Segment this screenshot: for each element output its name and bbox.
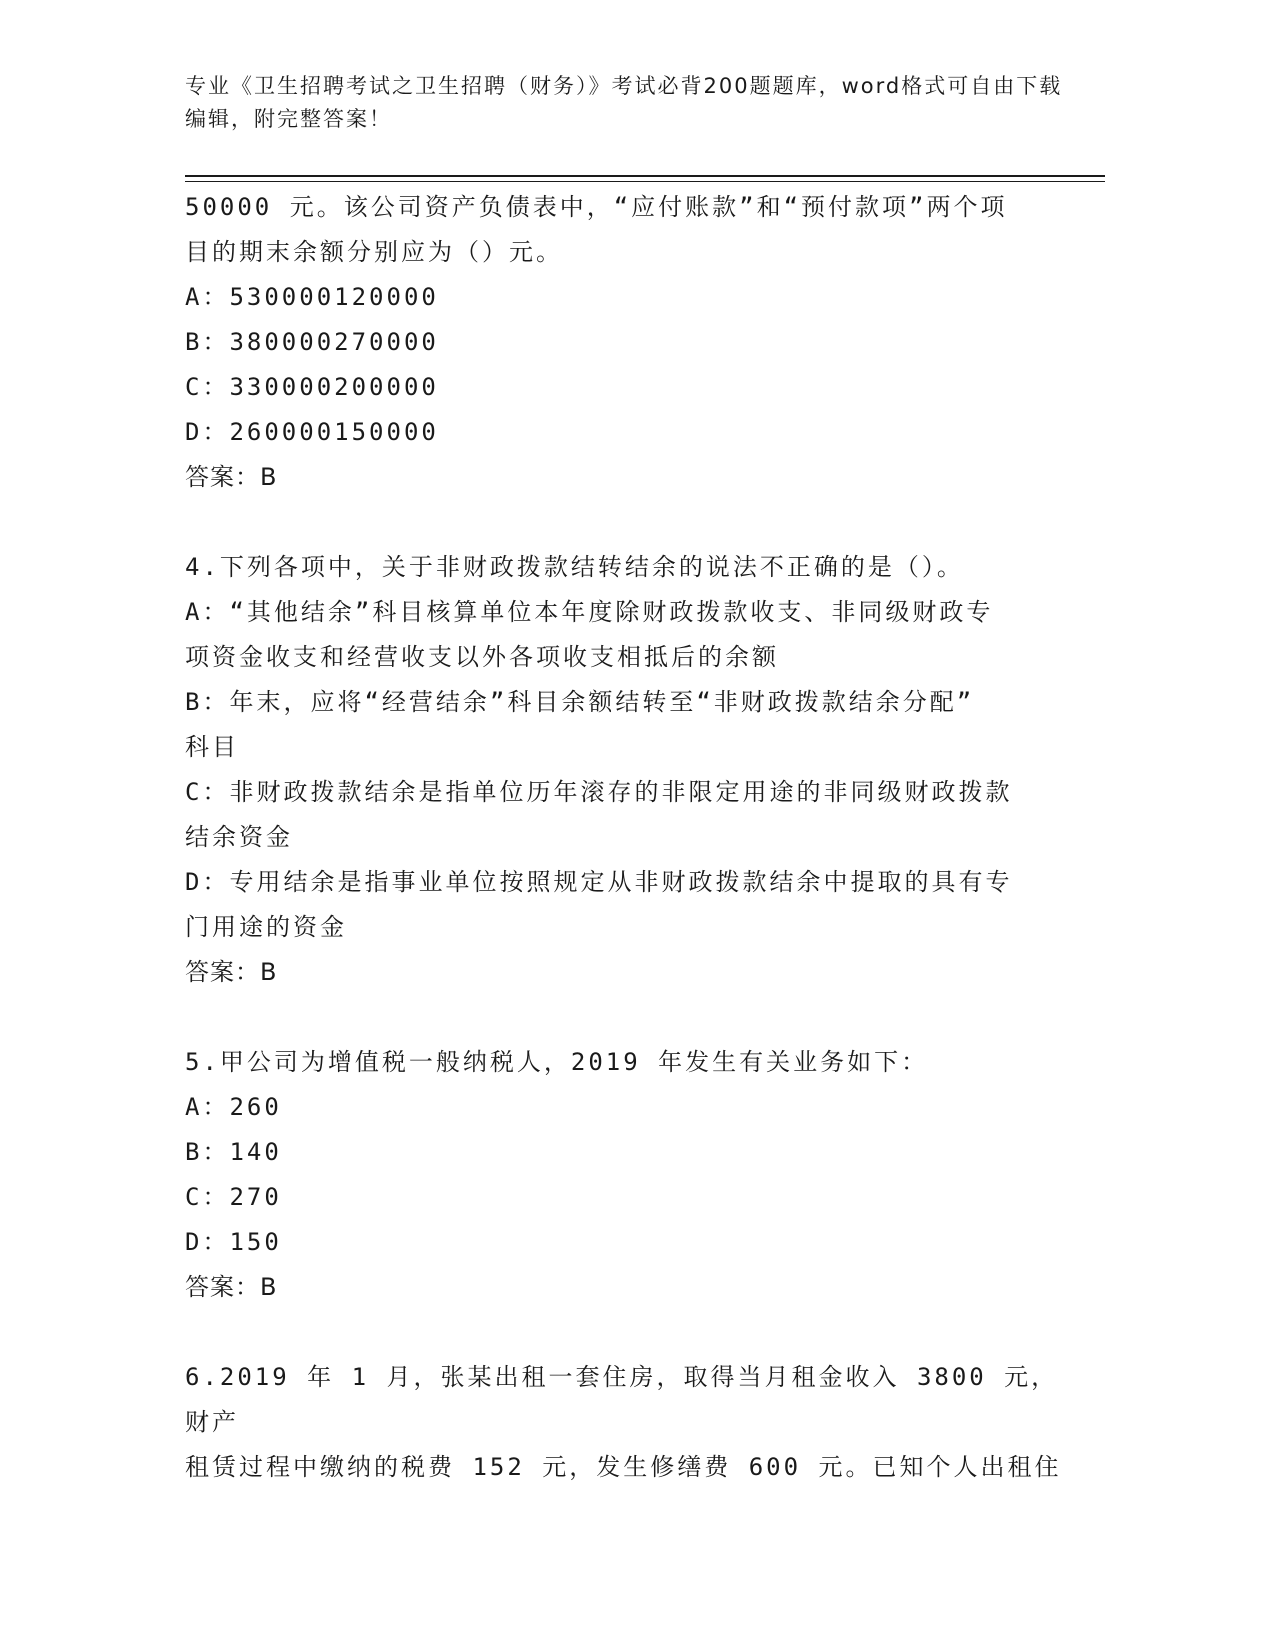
question-5-answer: 答案：B [185, 1273, 278, 1301]
question-4-answer: 答案：B [185, 958, 278, 986]
question-4-option-a-line-1: A：“其他结余”科目核算单位本年度除财政拨款收支、非同级财政专 [185, 598, 994, 626]
question-5-option-c: C：270 [185, 1183, 282, 1211]
question-3-option-d: D：260000150000 [185, 418, 439, 446]
question-4-option-b-line-1: B：年末，应将“经营结余”科目余额结转至“非财政拨款结余分配” [185, 688, 975, 716]
question-4-option-c-line-1: C：非财政拨款结余是指单位历年滚存的非限定用途的非同级财政拨款 [185, 778, 1013, 806]
question-5-option-b: B：140 [185, 1138, 282, 1166]
spacer [185, 500, 1065, 545]
header-rule-thick [185, 175, 1105, 177]
question-3-stem-line-2: 目的期末余额分别应为（）元。 [185, 238, 563, 266]
question-3-answer: 答案：B [185, 463, 278, 491]
spacer [185, 1310, 1065, 1355]
question-6-stem-line-1: 6.2019 年 1 月，张某出租一套住房，取得当月租金收入 3800 元，财产 [185, 1363, 1059, 1436]
question-5 [185, 1040, 1065, 1310]
question-3-option-c: C：330000200000 [185, 373, 439, 401]
question-4-option-a-line-2: 项资金收支和经营收支以外各项收支相抵后的余额 [185, 643, 779, 671]
question-4-option-d-line-2: 门用途的资金 [185, 913, 347, 941]
question-3-option-a: A：530000120000 [185, 283, 439, 311]
question-3-stem-line-1: 50000 元。该公司资产负债表中，“应付账款”和“预付款项”两个项 [185, 193, 1008, 221]
question-6-stem-line-2: 租赁过程中缴纳的税费 152 元，发生修缮费 600 元。已知个人出租住 [185, 1453, 1062, 1481]
question-5-stem: 5.甲公司为增值税一般纳税人，2019 年发生有关业务如下： [185, 1048, 929, 1076]
question-5-option-a: A：260 [185, 1093, 282, 1121]
question-4-option-b-line-2: 科目 [185, 733, 239, 761]
header-rule-thin [185, 181, 1105, 182]
question-4-stem: 4.下列各项中，关于非财政拨款结转结余的说法不正确的是（）。 [185, 553, 964, 581]
question-4 [185, 545, 1065, 995]
question-4-option-d-line-1: D：专用结余是指事业单位按照规定从非财政拨款结余中提取的具有专 [185, 868, 1013, 896]
document-header: 专业《卫生招聘考试之卫生招聘（财务）》考试必背200题题库，word格式可自由下载编辑，附完整答案！ [185, 74, 1063, 131]
question-6 [185, 1355, 1065, 1490]
spacer [185, 995, 1065, 1040]
question-5-option-d: D：150 [185, 1228, 282, 1256]
question-4-option-c-line-2: 结余资金 [185, 823, 293, 851]
document-body [185, 185, 1065, 1490]
question-3 [185, 185, 1065, 500]
question-3-option-b: B：380000270000 [185, 328, 439, 356]
